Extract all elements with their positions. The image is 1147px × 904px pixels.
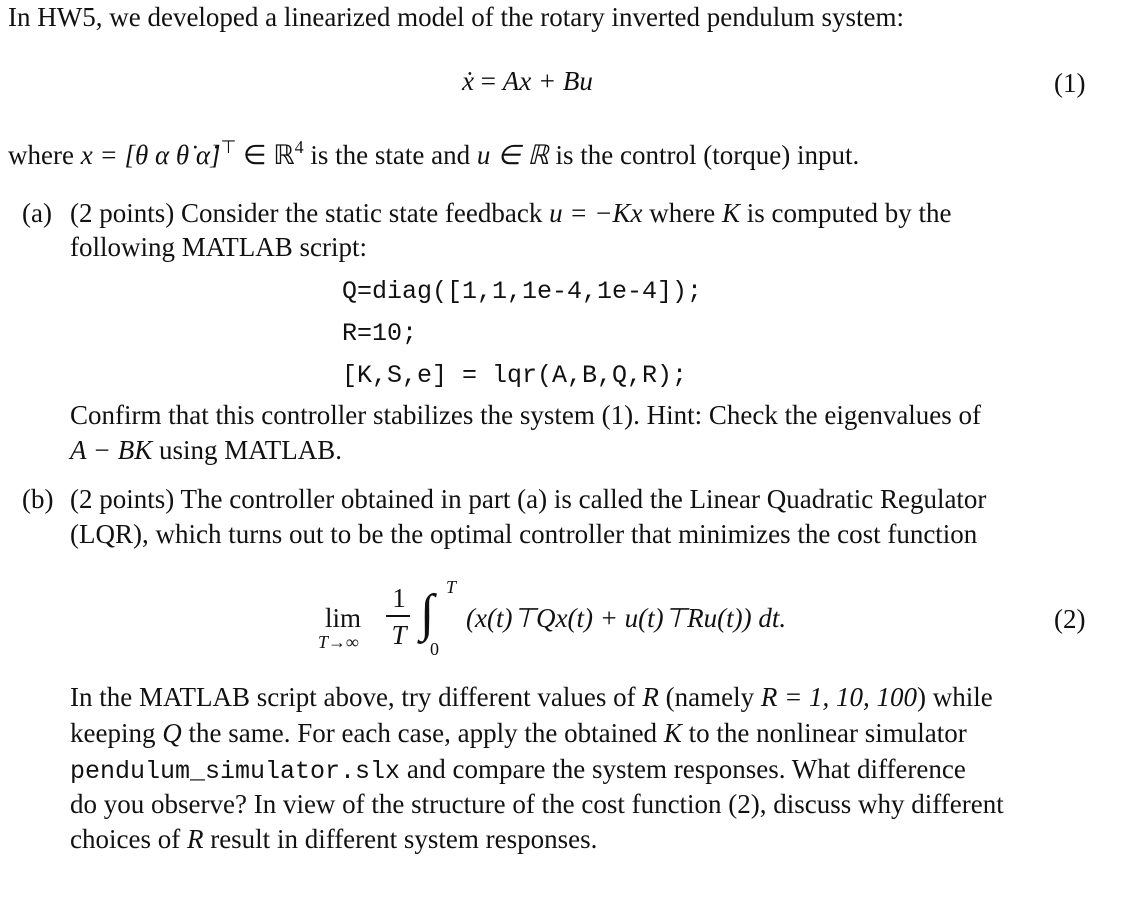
part-b-para-1 [70,684,993,711]
para2-text-b: the same. For each case, apply the obtained [181,718,664,748]
part-a-line1 [70,200,952,227]
fraction-denominator: T [391,620,407,650]
where-suffix: is the control (torque) input. [548,140,860,170]
where-line [8,138,859,169]
part-b-line2: (LQR), which turns out to be the optimal controller that minimizes the cost function [70,519,978,549]
where-mid: is the state and [303,140,477,170]
para5-text-a: choices of [70,824,187,854]
closed-loop-matrix: A − BK [70,435,153,465]
part-a-text-1: (2 points) Consider the static state feedback [70,198,550,228]
code-line-1: Q=diag([1,1,1e-4,1e-4]); [342,277,703,306]
eq1-lhs: ẋ [462,66,474,96]
integral-upper: T [446,577,457,597]
feedback-law: u = −Kx [549,198,643,228]
lim-operator [325,605,361,632]
para2-text-c: to the nonlinear simulator [681,718,967,748]
integral-lower: 0 [430,639,439,659]
part-a-K: K [722,198,741,228]
eq1-rhs: Ax + Bu [502,66,593,96]
integrand: (x(t)⊤Qx(t) + u(t)⊤Ru(t)) dt. [466,603,787,633]
para2-K: K [663,718,682,748]
part-b-para-5 [70,826,597,853]
where-prefix: where [8,140,81,170]
part-b-para-2 [70,720,967,747]
confirm-line-1: Confirm that this controller stabilizes the system (1). Hint: Check the eigenvalues of [70,400,982,430]
part-a-label: (a) [22,198,52,228]
part-a-text-3: is computed by the [740,198,952,228]
para2-Q: Q [162,718,182,748]
para1-values: R = 1, 10, 100 [760,682,918,712]
part-b-para-4: do you observe? In view of the structure of the cost function (2), discuss why different [70,789,1004,819]
integral-sign: ∫ [420,585,435,642]
para5-R: R [186,824,204,854]
eq1-number: (1) [1054,68,1086,98]
confirm-line-2 [70,437,342,464]
part-a-line2: following MATLAB script: [70,232,367,262]
para1-text-a: In the MATLAB script above, try different values of [70,682,643,712]
fraction-bar [386,615,410,617]
where-in-r: ∈ ℝ [236,140,295,170]
para1-R: R [642,682,659,712]
part-a-text-2: where [642,198,723,228]
lim-subscript: T→∞ [318,632,359,652]
equation-1 [462,68,593,95]
eq1-equals: = [473,66,503,96]
part-b-para-3 [70,756,966,784]
code-line-3: [K,S,e] = lqr(A,B,Q,R); [342,361,688,390]
para1-text-b: (namely [658,682,761,712]
intro-line: In HW5, we developed a linearized model of the rotary inverted pendulum system: [8,2,904,32]
para3-text: and compare the system responses. What difference [400,754,966,784]
state-vector: [θ α θ̇ α̇] [124,140,221,170]
where-x: x = [80,140,125,170]
part-b-line1: (2 points) The controller obtained in part (a) is called the Linear Quadratic Regulator [70,484,987,514]
para2-text-a: keeping [70,718,163,748]
fraction-numerator: 1 [392,583,406,613]
lim-text: lim [325,603,362,633]
where-u: u ∈ ℝ [476,140,549,170]
confirm-text: using MATLAB. [152,435,342,465]
para1-text-c: ) while [917,682,993,712]
part-b-label: (b) [22,484,54,514]
para5-text-b: result in different system responses. [203,824,598,854]
transpose-symbol: ⊤ [220,137,237,157]
where-dim: 4 [294,137,304,157]
eq2-number: (2) [1054,604,1086,634]
simulator-filename: pendulum_simulator.slx [70,757,401,786]
code-line-2: R=10; [342,319,418,348]
